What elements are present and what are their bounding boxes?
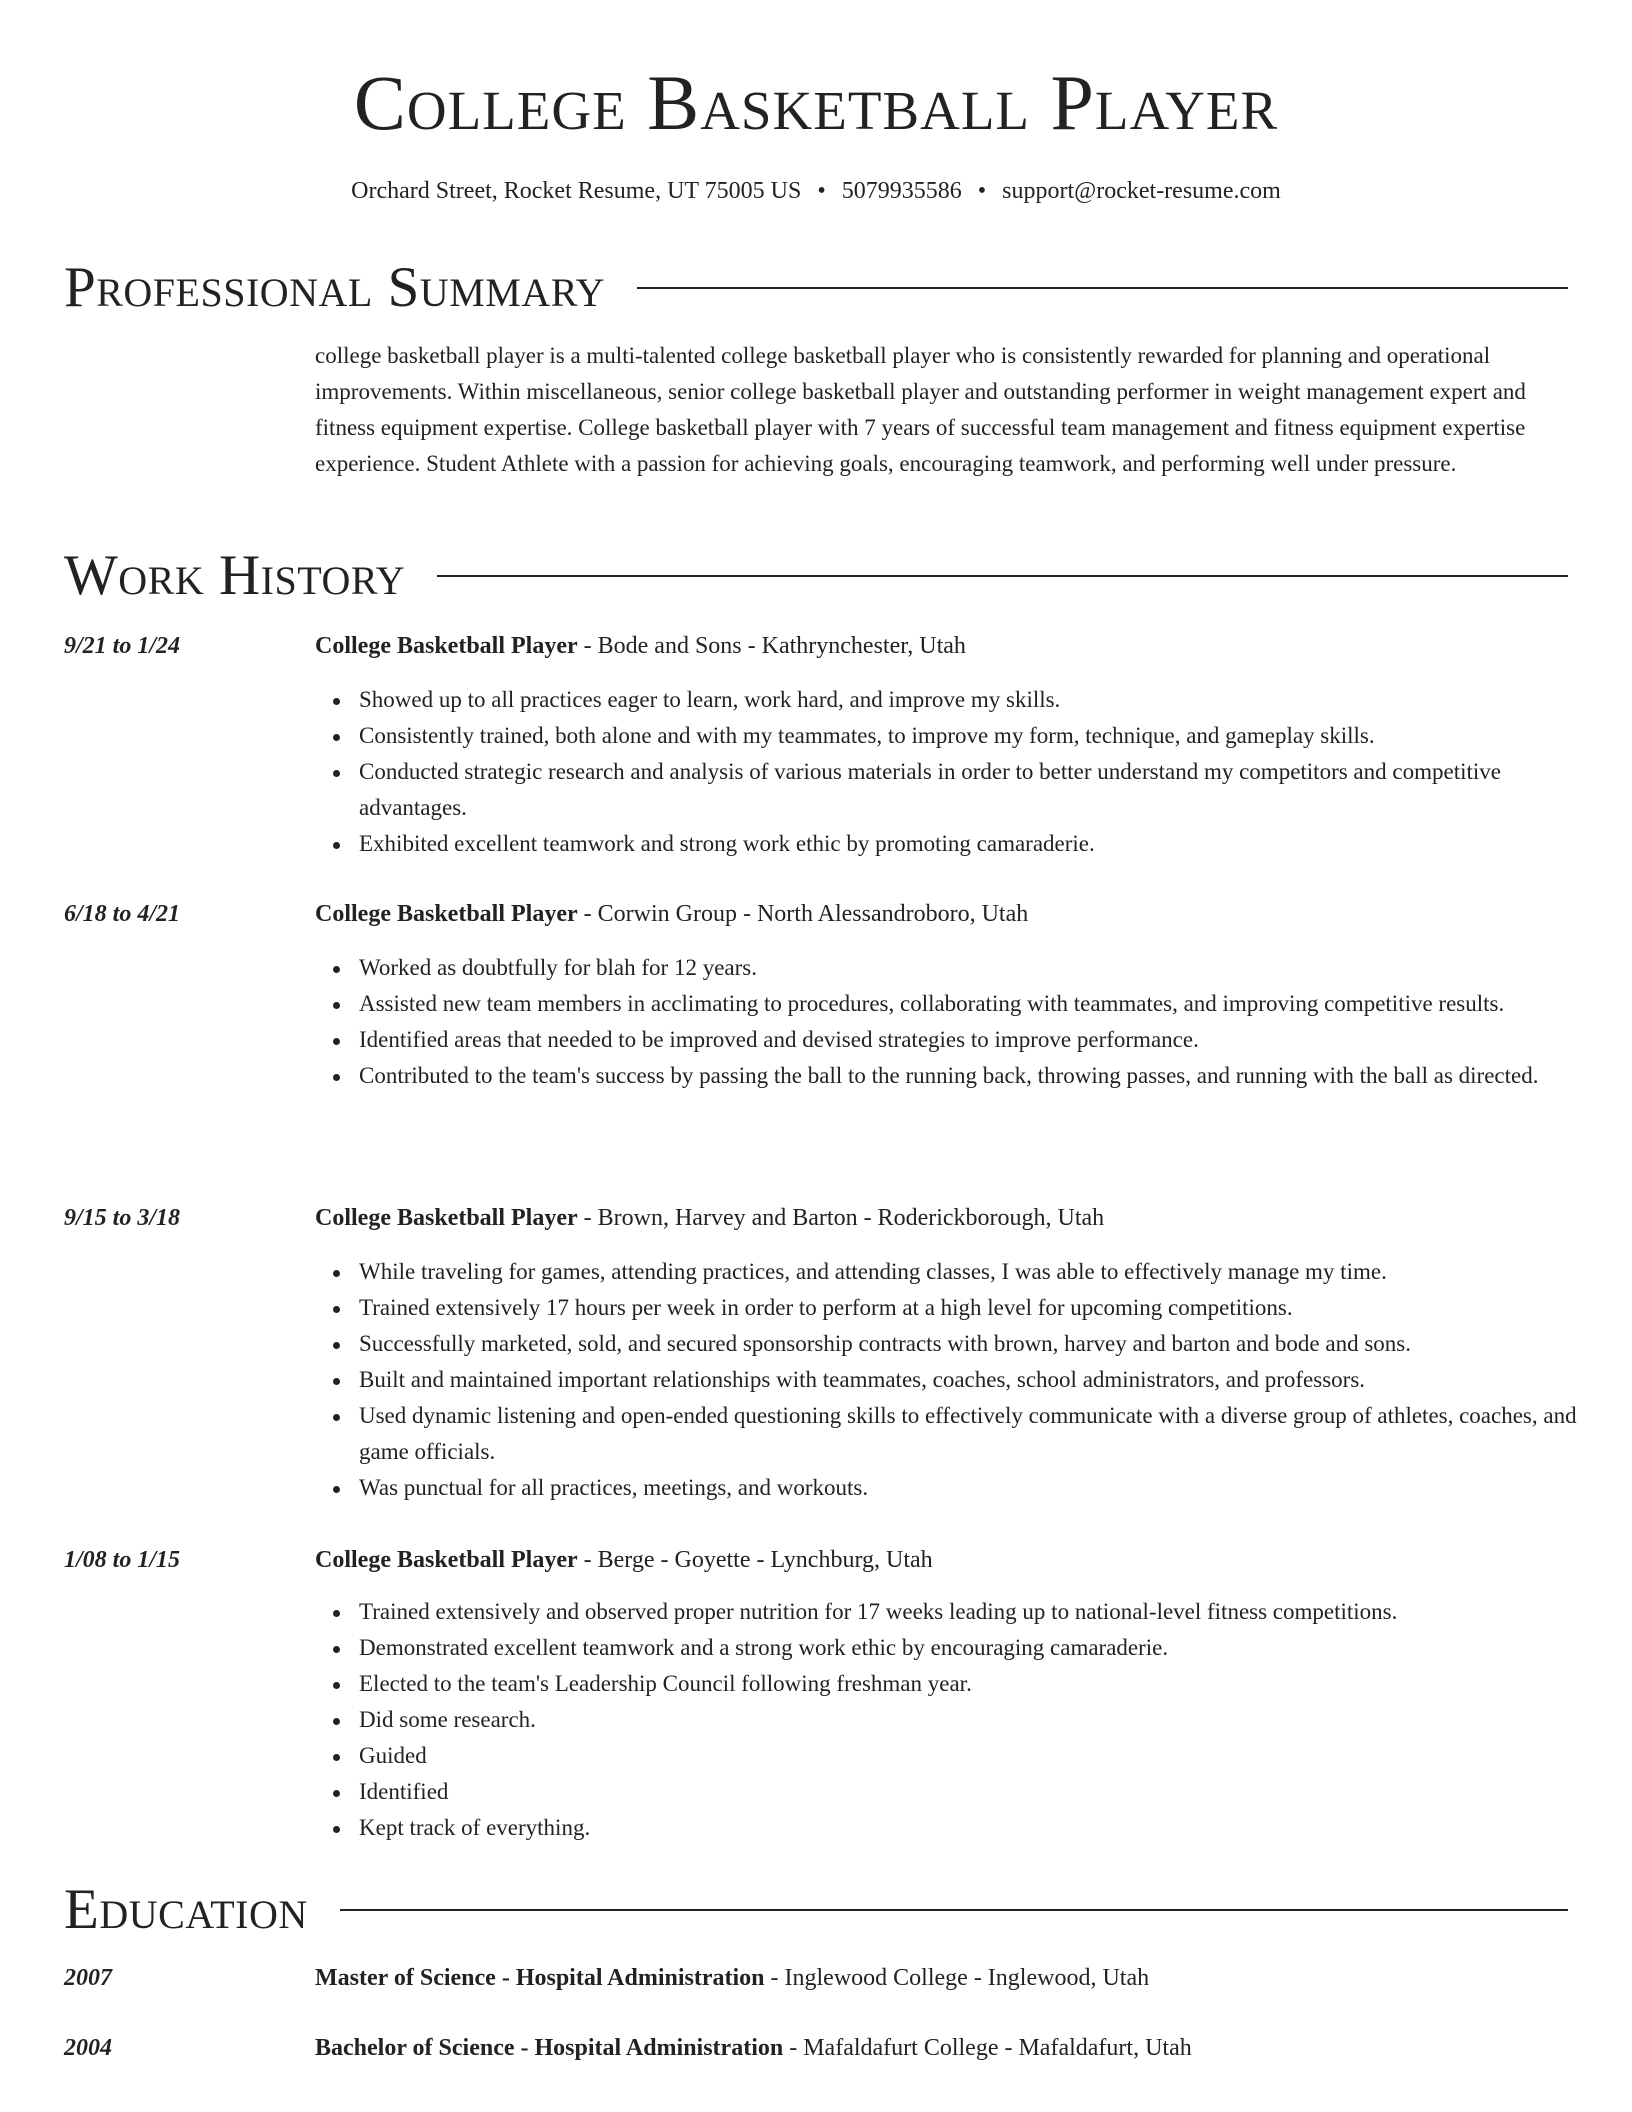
job-bullet: Elected to the team's Leadership Council following freshman year. (359, 1666, 1609, 1702)
education-line (315, 1962, 1565, 1994)
job-bullet: Used dynamic listening and open-ended questioning skills to effectively communicate with a diverse group of athletes, coaches, and game officials. (359, 1398, 1609, 1470)
job-title-line (315, 1544, 1565, 1576)
job-bullet: Exhibited excellent teamwork and strong work ethic by promoting camaraderie. (359, 826, 1609, 862)
job-bullet: Guided (359, 1738, 1609, 1774)
summary-section-header (64, 256, 1568, 320)
section-divider (340, 1909, 1568, 1911)
education-year: 2004 (64, 2035, 112, 2061)
job-bullets (315, 682, 1609, 862)
education-degree: Master of Science - Hospital Administration (315, 1965, 765, 1991)
job-bullets (315, 950, 1609, 1094)
job-dates: 1/08 to 1/15 (64, 1547, 181, 1573)
job-title: College Basketball Player (315, 633, 578, 659)
contact-line (0, 175, 1632, 207)
work-heading: Work History (64, 544, 406, 607)
job-title-line (315, 1202, 1565, 1234)
job-bullet: Was punctual for all practices, meetings, and workouts. (359, 1470, 1609, 1506)
job-bullet: Trained extensively 17 hours per week in order to perform at a high level for upcoming competitions. (359, 1290, 1609, 1326)
job-dates: 9/15 to 3/18 (64, 1205, 181, 1231)
education-details: - Mafaldafurt College - Mafaldafurt, Utah (783, 2035, 1192, 2061)
job-bullet: Contributed to the team's success by passing the ball to the running back, throwing passes, and running with the ball as directed. (359, 1058, 1609, 1094)
education-year: 2007 (64, 1965, 112, 1991)
job-bullet: Identified areas that needed to be improved and devised strategies to improve performance. (359, 1022, 1609, 1058)
job-bullet: Trained extensively and observed proper nutrition for 17 weeks leading up to national-level fitness competitions. (359, 1594, 1609, 1630)
job-details: - Corwin Group - North Alessandroboro, Utah (577, 901, 1029, 927)
summary-heading: Professional Summary (64, 256, 606, 319)
job-bullet: Worked as doubtfully for blah for 12 years. (359, 950, 1609, 986)
job-details: - Berge - Goyette - Lynchburg, Utah (577, 1547, 933, 1573)
job-bullet: Did some research. (359, 1702, 1609, 1738)
job-title-line (315, 630, 1565, 662)
job-details: - Bode and Sons - Kathrynchester, Utah (577, 633, 966, 659)
job-bullet: Assisted new team members in acclimating to procedures, collaborating with teammates, and improving competitive results. (359, 986, 1609, 1022)
section-divider (437, 575, 1568, 577)
job-bullets (315, 1594, 1609, 1846)
education-section-header (64, 1878, 1568, 1942)
job-bullet: Identified (359, 1774, 1609, 1810)
contact-email: support@rocket-resume.com (1002, 178, 1281, 204)
contact-address: Orchard Street, Rocket Resume, UT 75005 US (351, 178, 802, 204)
job-title: College Basketball Player (315, 1205, 578, 1231)
section-divider (637, 287, 1568, 289)
job-details: - Brown, Harvey and Barton - Roderickborough, Utah (577, 1205, 1105, 1231)
education-line (315, 2032, 1565, 2064)
job-bullet: While traveling for games, attending practices, and attending classes, I was able to effectively manage my time. (359, 1254, 1609, 1290)
contact-separator: • (977, 178, 987, 204)
job-bullet: Conducted strategic research and analysis of various materials in order to better understand my competitors and competitive advantages. (359, 754, 1609, 826)
work-section-header (64, 544, 1568, 608)
job-dates: 9/21 to 1/24 (64, 633, 181, 659)
summary-text: college basketball player is a multi-talented college basketball player who is consistently rewarded for planning and operational improvements. Within miscellaneous, senior college basketball player and outstanding performer in weight management expert and fitness equipment expertise. College basketball player with 7 years of successful team management and fitness equipment expertise experience. Student Athlete with a passion for achieving goals, encouraging teamwork, and performing well under pressure. (315, 343, 1526, 476)
education-details: - Inglewood College - Inglewood, Utah (764, 1965, 1150, 1991)
job-title-line (315, 898, 1565, 930)
education-heading: Education (64, 1878, 308, 1941)
candidate-name: College Basketball Player (353, 59, 1279, 146)
job-bullet: Built and maintained important relationships with teammates, coaches, school administrators, and professors. (359, 1362, 1609, 1398)
job-dates: 6/18 to 4/21 (64, 901, 181, 927)
contact-phone: 5079935586 (841, 178, 962, 204)
job-bullet: Kept track of everything. (359, 1810, 1609, 1846)
contact-separator: • (817, 178, 826, 204)
job-bullets (315, 1254, 1609, 1506)
job-bullet: Showed up to all practices eager to learn, work hard, and improve my skills. (359, 682, 1609, 718)
job-title: College Basketball Player (315, 1547, 578, 1573)
job-bullet: Consistently trained, both alone and with my teammates, to improve my form, technique, and gameplay skills. (359, 718, 1609, 754)
education-degree: Bachelor of Science - Hospital Administration (315, 2035, 784, 2061)
job-bullet: Successfully marketed, sold, and secured sponsorship contracts with brown, harvey and barton and bode and sons. (359, 1326, 1609, 1362)
job-bullet: Demonstrated excellent teamwork and a strong work ethic by encouraging camaraderie. (359, 1630, 1609, 1666)
job-title: College Basketball Player (315, 901, 578, 927)
